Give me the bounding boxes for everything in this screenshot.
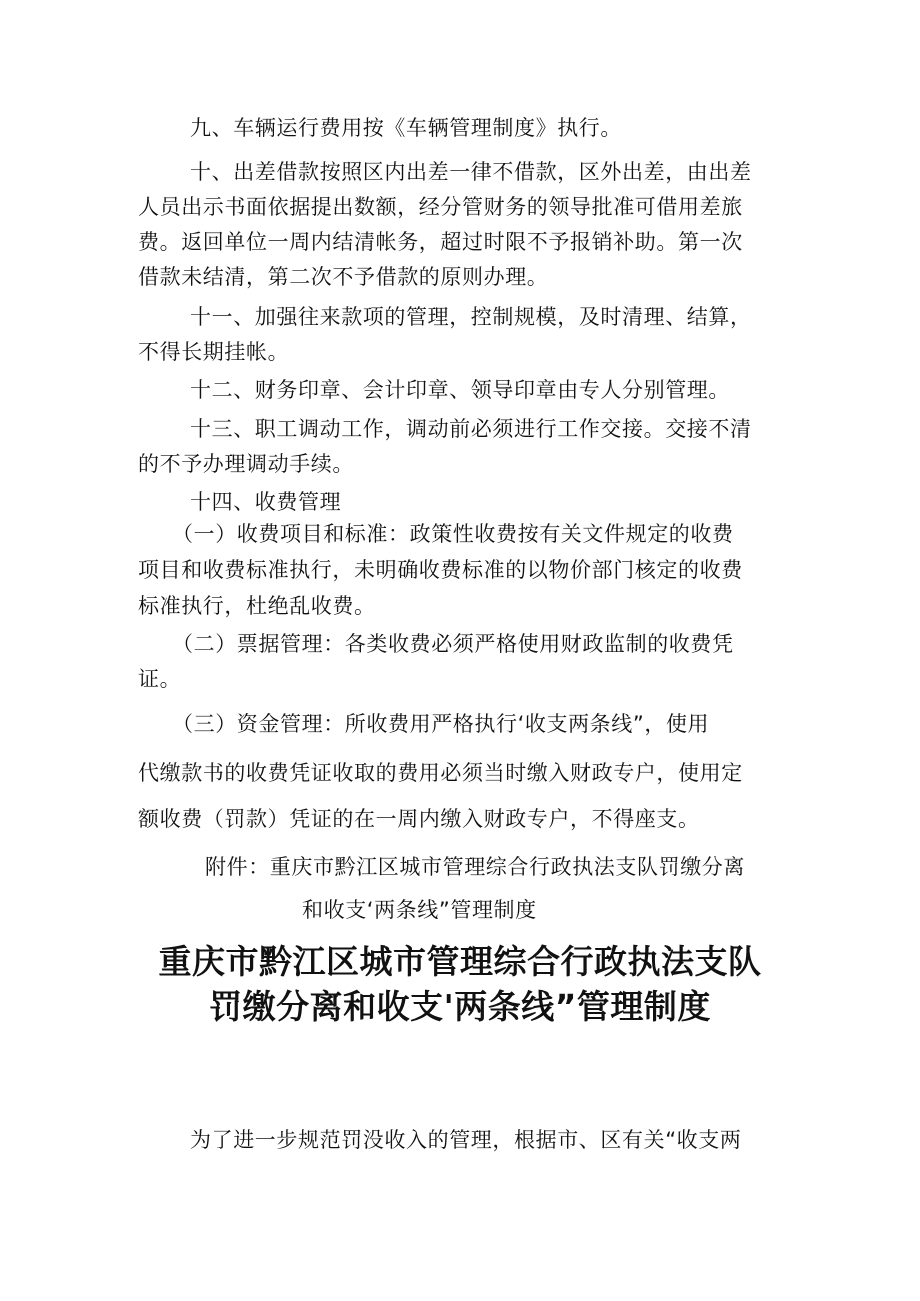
clause-11-line-2: 不得长期挂帐。 bbox=[138, 340, 290, 364]
clause-14-2-line-1: （二）票据管理：各类收费必须严格使用财政监制的收费凭 bbox=[172, 632, 734, 656]
clause-10-line-3: 费。返回单位一周内结清帐务，超过时限不予报销补助。第一次 bbox=[138, 230, 743, 254]
clause-11-line-1: 十一、加强往来款项的管理，控制规模，及时清理、结算， bbox=[190, 305, 752, 329]
clause-14-1-line-2: 项目和收费标准执行，未明确收费标准的以物价部门核定的收费 bbox=[138, 558, 743, 582]
clause-13-line-1: 十三、职工调动工作，调动前必须进行工作交接。交接不清 bbox=[190, 417, 752, 441]
attachment-line-1: 附件：重庆市黔江区城市管理综合行政执法支队罚缴分离 bbox=[205, 855, 745, 879]
clause-14-3-line-2: 代缴款书的收费凭证收取的费用必须当时缴入财政专户，使用定 bbox=[138, 761, 743, 785]
clause-10-line-1: 十、出差借款按照区内出差一律不借款，区外出差，由出差 bbox=[190, 160, 752, 184]
clause-10-line-2: 人员出示书面依据提出数额，经分管财务的领导批准可借用差旅 bbox=[138, 195, 743, 219]
clause-14-3-line-1: （三）资金管理：所收费用严格执行‘收支两条线”，使用 bbox=[172, 712, 710, 736]
clause-14-1-line-3: 标准执行，杜绝乱收费。 bbox=[138, 594, 376, 618]
clause-13-line-2: 的不予办理调动手续。 bbox=[138, 452, 354, 476]
clause-14-3-line-3: 额收费（罚款）凭证的在一周内缴入财政专户，不得座支。 bbox=[138, 807, 700, 831]
clause-14-heading: 十四、收费管理 bbox=[190, 490, 342, 514]
intro-paragraph: 为了进一步规范罚没收入的管理，根据市、区有关“收支两 bbox=[190, 1128, 742, 1152]
attachment-line-2: 和收支‘两条线”管理制度 bbox=[302, 898, 537, 922]
document-title-line-2: 罚缴分离和收支'两条线”管理制度 bbox=[209, 987, 711, 1026]
clause-12: 十二、财务印章、会计印章、领导印章由专人分别管理。 bbox=[190, 378, 730, 402]
clause-14-1-line-1: （一）收费项目和标准：政策性收费按有关文件规定的收费 bbox=[172, 522, 734, 546]
clause-10-line-4: 借款未结清，第二次不予借款的原则办理。 bbox=[138, 265, 549, 289]
document-title-line-1: 重庆市黔江区城市管理综合行政执法支队 bbox=[158, 942, 762, 981]
clause-9: 九、车辆运行费用按《车辆管理制度》执行。 bbox=[190, 116, 622, 140]
clause-14-2-line-2: 证。 bbox=[138, 667, 182, 691]
